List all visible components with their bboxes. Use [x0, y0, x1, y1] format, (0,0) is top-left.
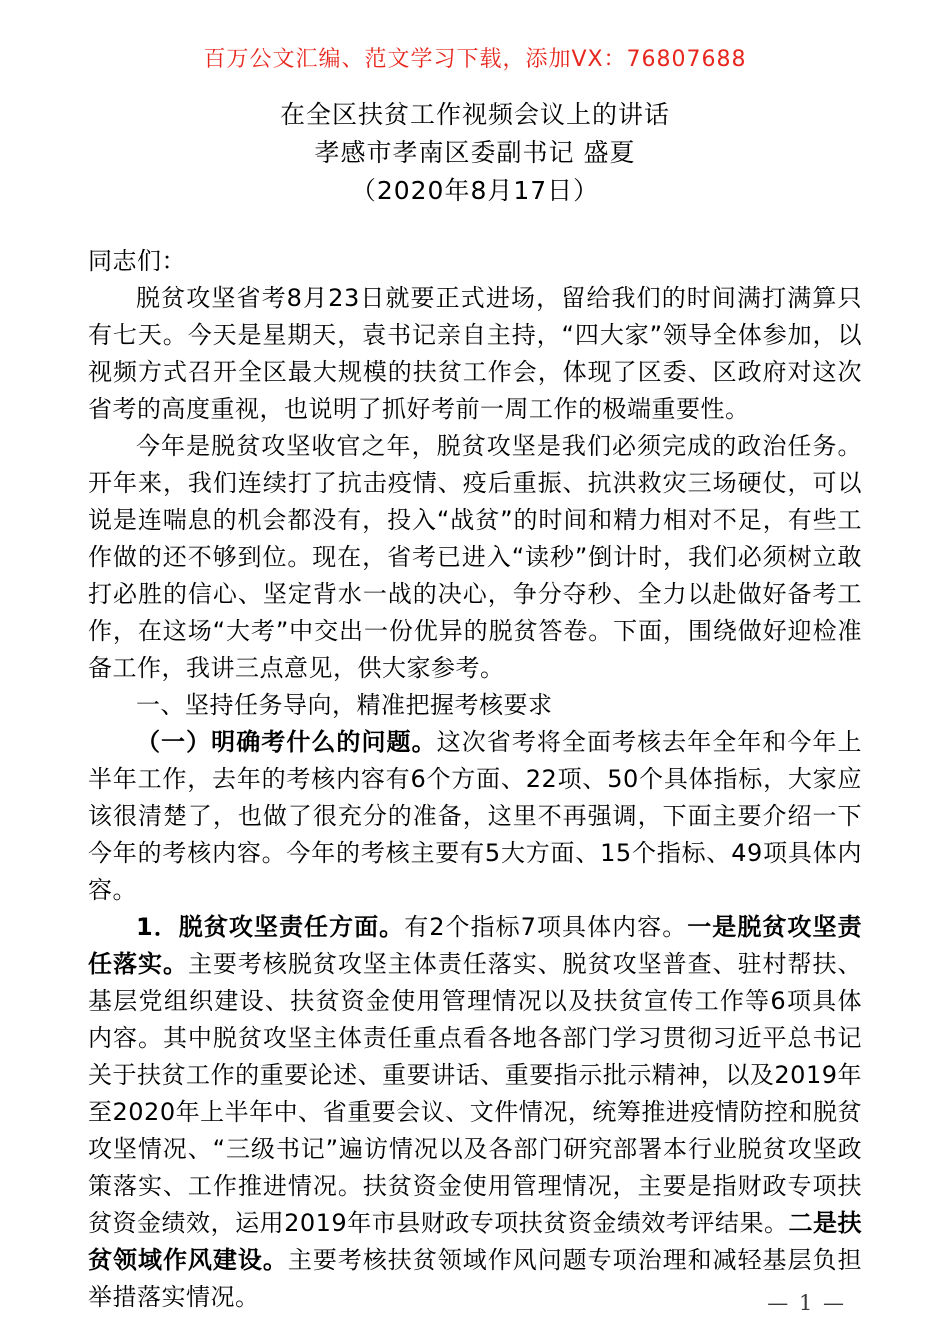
document-author: 孝感市孝南区委副书记 盛夏 — [314, 138, 636, 167]
para-situation — [88, 428, 862, 687]
text-segment: 主要考核脱贫攻坚主体责任落实、脱贫攻坚普查、驻村帮扶、基层党组织建设、扶贫资金使用管理情况以及扶贫宣传工作等6项具体内容。其中脱贫攻坚主体责任重点看各地各部门学习贯彻习近平总书记关于扶贫工作的重要论述、重要讲话、重要指示批示精神，以及2019年至2020年上半年中、省重要会议、文件情况，统筹推进疫情防控和脱贫攻坚情况、“三级书记”遍访情况以及各部门研究部署本行业脱贫攻坚政策落实、工作推进情况。扶贫资金使用管理情况，主要是指财政专项扶贫资金绩效，运用2019年市县财政专项扶贫资金绩效考评结果。 — [88, 950, 863, 1237]
bold-text-segment: 二是扶贫领域作风建设。 — [88, 1209, 862, 1274]
page-number: — 1 — — [767, 1291, 846, 1315]
text-segment: 有2个指标7项具体内容。 — [404, 913, 688, 941]
header-notice: 百万公文汇编、范文学习下载，添加VX：76807688 — [203, 47, 747, 72]
document-body — [88, 243, 862, 1316]
bold-text-segment: （一）明确考什么的问题。 — [136, 728, 437, 756]
text-segment: 一、坚持任务导向，精准把握考核要求 — [136, 691, 553, 719]
para-1-1 — [88, 724, 862, 909]
heading-section-1 — [88, 687, 862, 724]
salutation: 同志们： — [88, 247, 186, 275]
para-1-1-1 — [88, 909, 862, 1316]
text-segment: 这次省考将全面考核去年全年和今年上半年工作，去年的考核内容有6个方面、22项、50个具体指标，大家应该很清楚了，也做了很充分的准备，这里不再强调，下面主要介绍一下今年的考核内容。今年的考核主要有5大方面、15个指标、49项具体内容。 — [88, 728, 863, 904]
document-date: （2020年8月17日） — [350, 176, 600, 205]
text-segment: 今年是脱贫攻坚收官之年，脱贫攻坚是我们必须完成的政治任务。开年来，我们连续打了抗击疫情、疫后重振、抗洪救灾三场硬仗，可以说是连喘息的机会都没有，投入“战贫”的时间和精力相对不足，有些工作做的还不够到位。现在，省考已进入“读秒”倒计时，我们必须树立敢打必胜的信心、坚定背水一战的决心，争分夺秒、全力以赴做好备考工作，在这场“大考”中交出一份优异的脱贫答卷。下面，围绕做好迎检准备工作，我讲三点意见，供大家参考。 — [88, 432, 862, 682]
para-opening — [88, 280, 862, 428]
title-block — [0, 96, 950, 210]
document-title: 在全区扶贫工作视频会议上的讲话 — [279, 100, 670, 129]
text-segment: 主要考核扶贫领域作风问题专项治理和减轻基层负担举措落实情况。 — [88, 1246, 863, 1311]
bold-text-segment: 1．脱贫攻坚责任方面。 — [136, 913, 405, 941]
bold-text-segment: 一是脱贫攻坚责任落实。 — [88, 913, 863, 978]
text-segment: 脱贫攻坚省考8月23日就要正式进场，留给我们的时间满打满算只有七天。今天是星期天，袁书记亲自主持，“四大家”领导全体参加，以视频方式召开全区最大规模的扶贫工作会，体现了区委、区政府对这次省考的高度重视，也说明了抓好考前一周工作的极端重要性。 — [88, 284, 862, 423]
